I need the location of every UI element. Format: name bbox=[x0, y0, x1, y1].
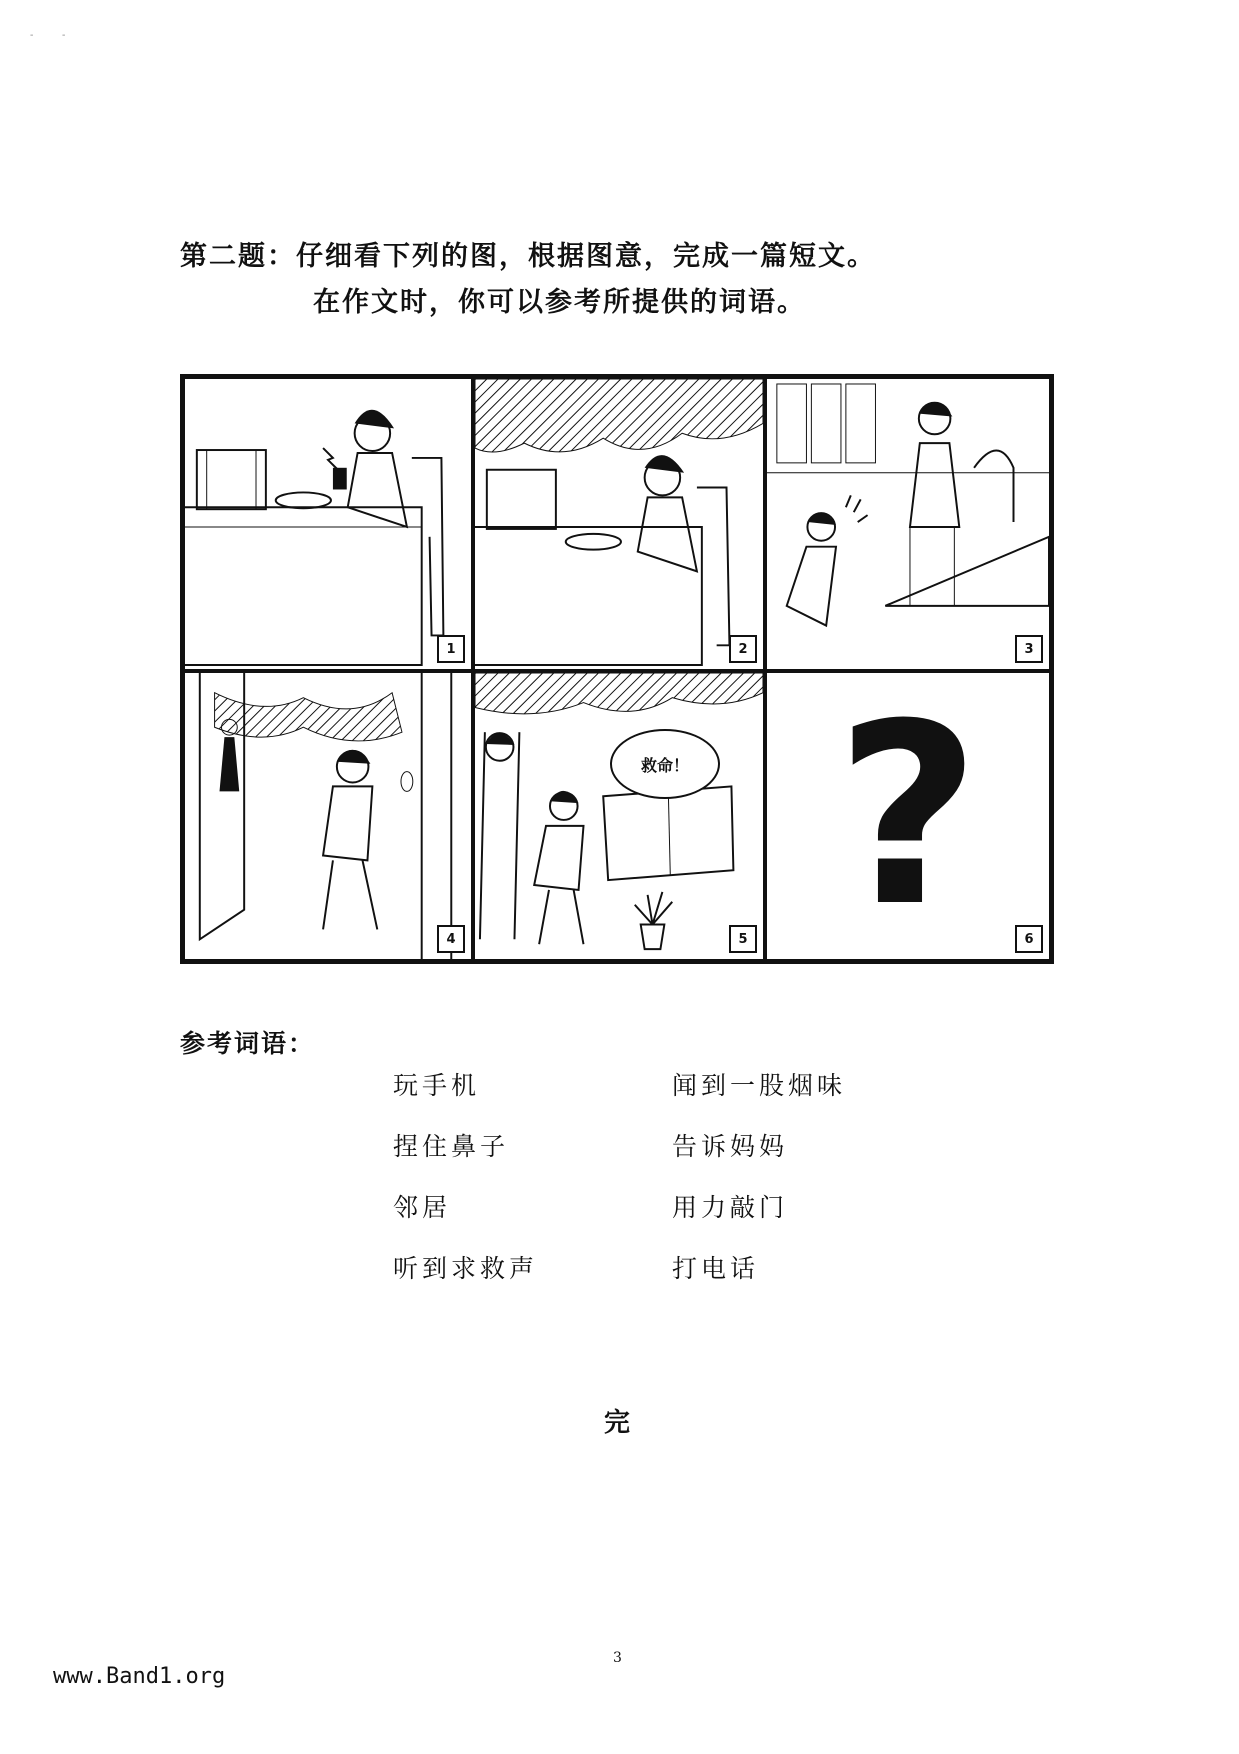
page-number: 3 bbox=[613, 1650, 622, 1666]
question-title: 第二题：仔细看下列的图，根据图意，完成一篇短文。 bbox=[180, 241, 876, 272]
panel-number-3: 3 bbox=[1015, 635, 1043, 663]
reference-word: 邻居 bbox=[393, 1193, 452, 1222]
question-subtitle: 在作文时，你可以参考所提供的词语。 bbox=[313, 287, 806, 318]
panel-number-5: 5 bbox=[729, 925, 757, 953]
panel-4-illustration bbox=[185, 673, 471, 959]
comic-panel-1 bbox=[183, 377, 473, 671]
reference-word: 闻到一股烟味 bbox=[672, 1071, 847, 1100]
reference-word: 告诉妈妈 bbox=[672, 1132, 789, 1161]
comic-panel-3 bbox=[765, 377, 1051, 671]
panel-number-1: 1 bbox=[437, 635, 465, 663]
comic-panel-6 bbox=[765, 671, 1051, 961]
reference-word: 听到求救声 bbox=[393, 1254, 539, 1283]
reference-word: 玩手机 bbox=[393, 1071, 481, 1100]
question-mark-icon: ? bbox=[835, 671, 981, 961]
comic-strip bbox=[180, 374, 1054, 964]
panel-number-4: 4 bbox=[437, 925, 465, 953]
reference-word: 用力敲门 bbox=[672, 1193, 789, 1222]
end-mark: 完 bbox=[604, 1408, 631, 1438]
panel-2-illustration bbox=[475, 379, 763, 669]
panel-number-2: 2 bbox=[729, 635, 757, 663]
reference-word: 捏住鼻子 bbox=[393, 1132, 510, 1161]
comic-panel-2 bbox=[473, 377, 765, 671]
speech-bubble: 救命！ bbox=[610, 729, 720, 799]
comic-panel-4 bbox=[183, 671, 473, 961]
panel-1-illustration bbox=[185, 379, 471, 669]
scan-artifact: ‐ ‐ bbox=[30, 30, 66, 41]
panel-number-6: 6 bbox=[1015, 925, 1043, 953]
comic-panel-5 bbox=[473, 671, 765, 961]
reference-word: 打电话 bbox=[672, 1254, 760, 1283]
footer-url: www.Band1.org bbox=[53, 1664, 226, 1689]
reference-words-label: 参考词语： bbox=[180, 1029, 316, 1058]
panel-3-illustration bbox=[767, 379, 1049, 669]
panel-5-illustration bbox=[475, 673, 763, 959]
